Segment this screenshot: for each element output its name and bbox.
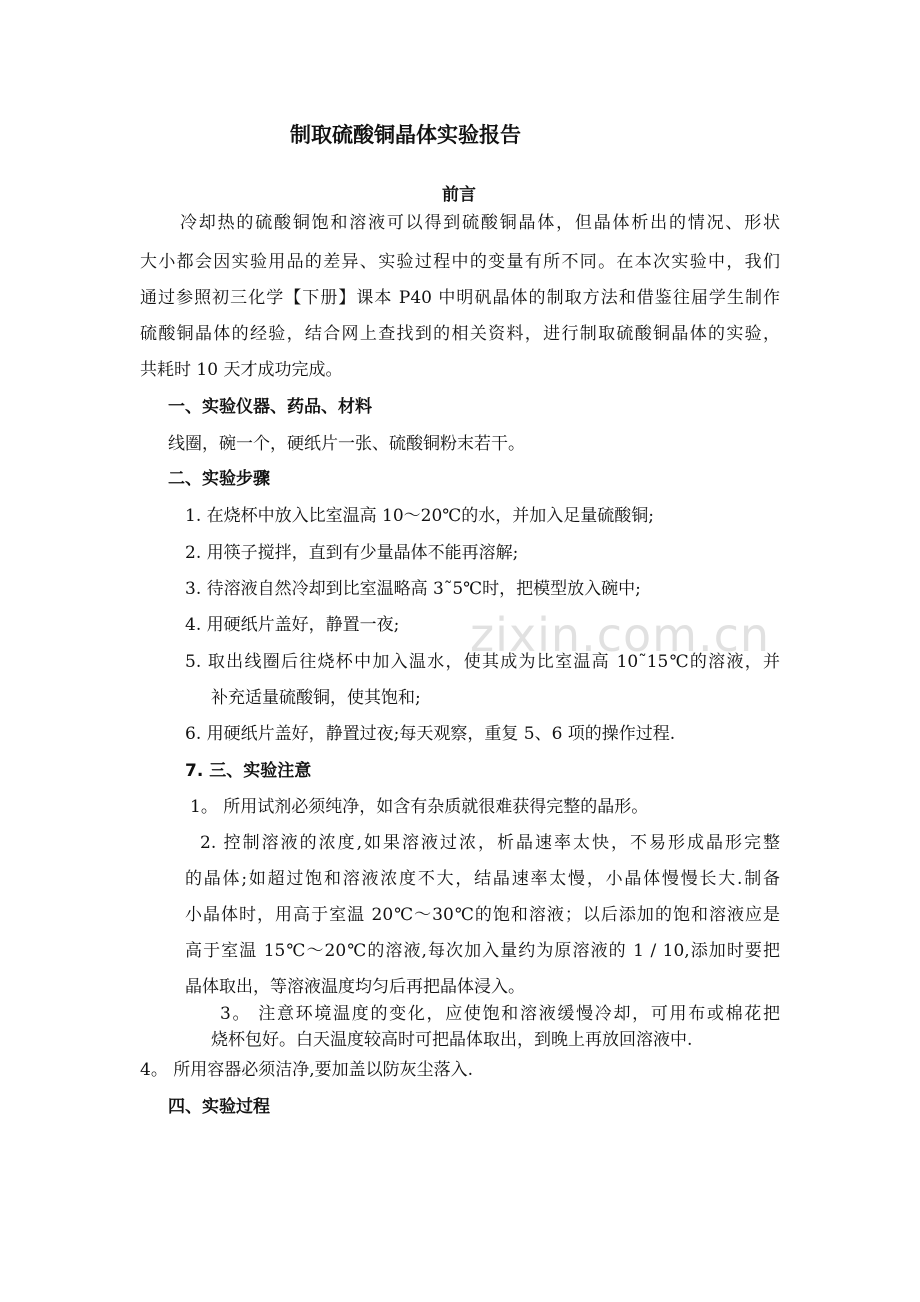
step-item-6: 6. 用硬纸片盖好，静置过夜;每天观察，重复 5、6 项的操作过程. [185,724,676,744]
section-heading-steps: 二、实验步骤 [168,469,270,489]
section-heading-equipment: 一、实验仪器、药品、材料 [168,397,372,417]
step-item-1: 1. 在烧杯中放入比室温高 10～20℃的水，并加入足量硫酸铜; [185,506,655,526]
note-item-2-line-3: 小晶体时，用高于室温 20℃～30℃的饱和溶液；以后添加的饱和溶液应是 [185,905,780,925]
document-title: 制取硫酸铜晶体实验报告 [290,123,521,147]
preface-line-4: 硫酸铜晶体的经验，结合网上查找到的相关资料，进行制取硫酸铜晶体的实验， [140,324,780,344]
equipment-list: 线圈，碗一个，硬纸片一张、硫酸铜粉末若干。 [168,434,525,454]
note-item-3-line-1: 3。 注意环境温度的变化，应使饱和溶液缓慢冷却，可用布或棉花把 [220,1004,780,1024]
section-heading-process: 四、实验过程 [168,1097,270,1117]
section-heading-notes: 7. 三、实验注意 [185,761,312,781]
preface-line-1: 冷却热的硫酸铜饱和溶液可以得到硫酸铜晶体，但晶体析出的情况、形状 [180,213,780,233]
step-item-5: 5. 取出线圈后往烧杯中加入温水，使其成为比室温高 10˜15℃的溶液，并 [185,652,780,672]
note-item-2-line-1: 2. 控制溶液的浓度,如果溶液过浓，析晶速率太快，不易形成晶形完整 [200,833,780,853]
preface-heading: 前言 [442,185,476,205]
preface-line-3: 通过参照初三化学【下册】课本 P40 中明矾晶体的制取方法和借鉴往届学生制作 [140,288,780,308]
note-item-2-line-5: 晶体取出，等溶液温度均匀后再把晶体浸入。 [185,977,525,997]
note-item-2-line-4: 高于室温 15℃～20℃的溶液,每次加入量约为原溶液的 1 / 10,添加时要把 [185,941,780,961]
site-watermark: zixin.com.cn [470,608,771,662]
step-item-2: 2. 用筷子搅拌，直到有少量晶体不能再溶解; [185,543,519,563]
note-item-4: 4。 所用容器必须洁净,要加盖以防灰尘落入. [140,1060,474,1080]
step-item-5-continued: 补充适量硫酸铜，使其饱和; [211,688,421,708]
note-item-1: 1。 所用试剂必须纯净，如含有杂质就很难获得完整的晶形。 [190,797,649,817]
note-item-2-line-2: 的晶体;如超过饱和溶液浓度不大，结晶速率太慢，小晶体慢慢长大.制备 [185,869,780,889]
preface-line-2: 大小都会因实验用品的差异、实验过程中的变量有所不同。在本次实验中，我们 [140,252,780,272]
step-item-3: 3. 待溶液自然冷却到比室温略高 3˜5℃时，把模型放入碗中; [185,579,641,599]
preface-line-5: 共耗时 10 天才成功完成。 [140,360,343,380]
note-item-3-line-2: 烧杯包好。白天温度较高时可把晶体取出，到晚上再放回溶液中. [211,1030,693,1050]
step-item-4: 4. 用硬纸片盖好，静置一夜; [185,615,400,635]
